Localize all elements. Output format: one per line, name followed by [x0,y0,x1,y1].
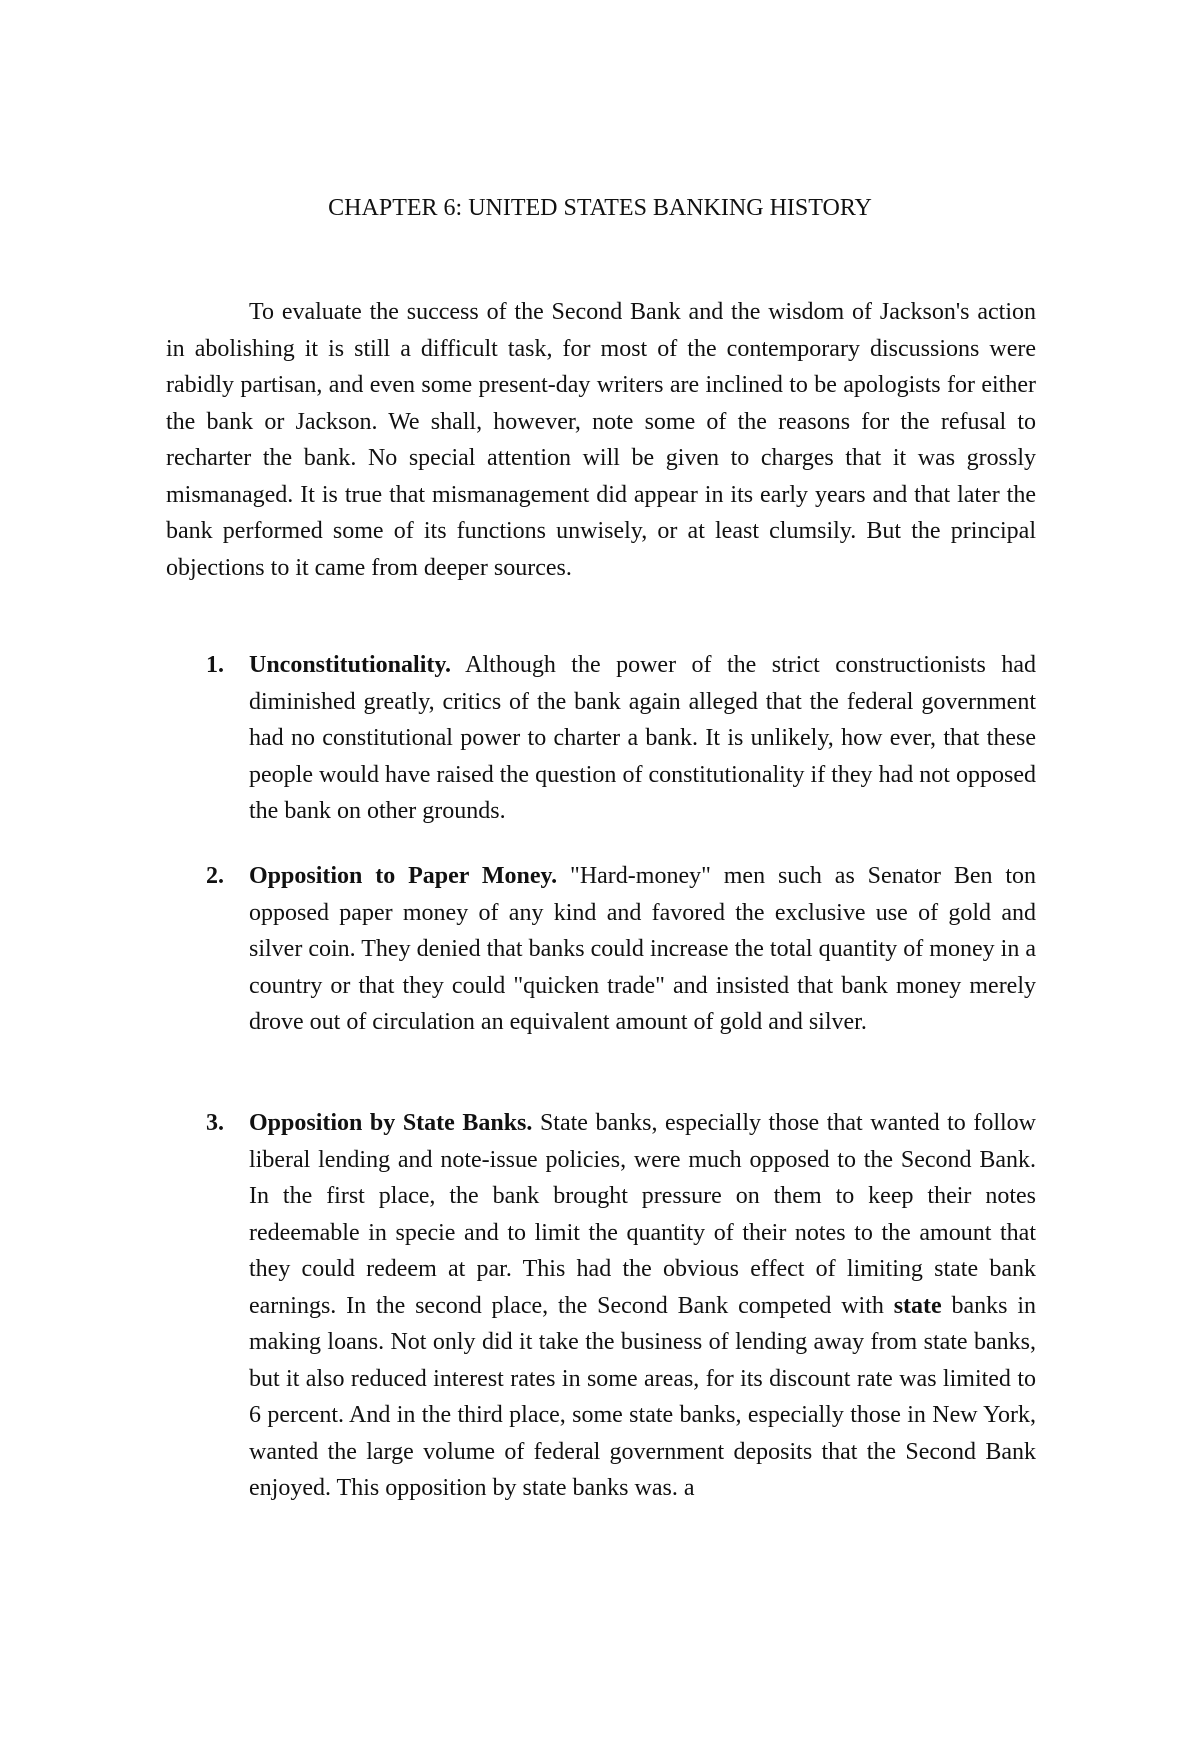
list-item-text [249,647,1036,830]
list-item-body-continued: banks in making loans. Not only did it take the business of lending away from state banks, but it also reduced interest rates in some areas, for its discount rate was limited to 6 percent. And in the third place, some state banks, especially those in New York, wanted the large volume of federal government deposits that the Second Bank enjoyed. This opposition by state banks was. a [249,1292,1036,1501]
list-item-number: 2. [206,863,224,889]
list-item-heading: Unconstitutionality. [249,652,452,678]
intro-paragraph: To evaluate the success of the Second Bank and the wisdom of Jackson's action in abolishing it is still a difficult task, for most of the contemporary discussions were rabidly partisan, and even some present-day writers are inclined to be apologists for either the bank or Jackson. We shall, however, note some of the reasons for the refusal to recharter the bank. No special attention will be given to charges that it was grossly mismanaged. It is true that mismanagement did appear in its early years and that later the bank performed some of its functions unwisely, or at least clumsily. But the principal objections to it came from deeper sources. [166,299,1036,581]
chapter-title: CHAPTER 6: UNITED STATES BANKING HISTORY [328,195,872,221]
list-item-heading: Opposition by State Banks. [249,1110,533,1136]
list-item-body: Although the power of the strict constructionists had diminished greatly, critics of the bank again alleged that the federal government had no constitutional power to charter a bank. It is unlikely, how ever, that these people would have raised the question of constitutionality if they had not opposed the bank on other grounds. [249,652,1036,824]
list-item-body: State banks, especially those that wanted to follow liberal lending and note-issue policies, were much opposed to the Second Bank. In the first place, the bank brought pressure on them to keep their notes redeemable in specie and to limit the quantity of their notes to the amount that they could redeem at par. This had the obvious effect of limiting state bank earnings. In the second place, the Second Bank competed with [249,1110,1036,1319]
list-item-body: "Hard-money" men such as Senator Ben ton opposed paper money of any kind and favored the exclusive use of gold and silver coin. They denied that banks could increase the total quantity of money in a country or that they could "quicken trade" and insisted that bank money merely drove out of circulation an equivalent amount of gold and silver. [249,863,1036,1035]
list-item-number: 1. [206,652,224,678]
list-item-number: 3. [206,1110,224,1136]
list-item-text [249,858,1036,1041]
list-item-text [249,1105,1036,1507]
emphasis-word: state [893,1292,942,1319]
list-item-heading: Opposition to Paper Money. [249,863,558,889]
